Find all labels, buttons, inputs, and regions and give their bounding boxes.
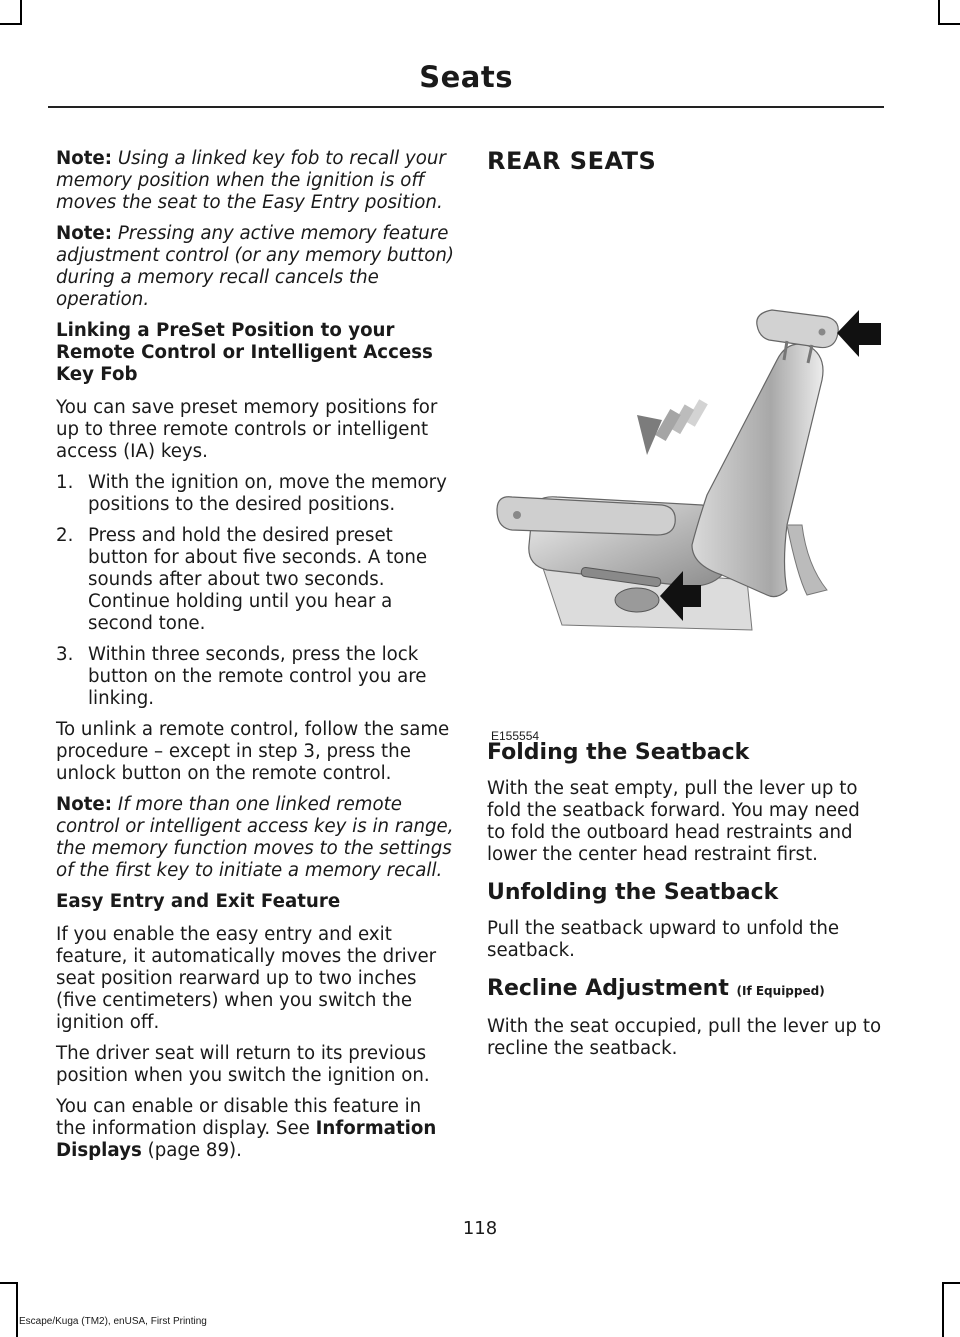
right-text xyxy=(487,740,882,1069)
crop-mark xyxy=(0,23,22,25)
armrest-button xyxy=(513,511,521,519)
note-3: Note: If more than one linked remote control or intelligent access key is in range, the memory function moves to the settings of the first key to initiate a memory recall. xyxy=(56,794,454,881)
heading-easy-entry: Easy Entry and Exit Feature xyxy=(56,891,341,912)
paragraph: If you enable the easy entry and exit feature, it automatically moves the driver seat position rearward up to two inches (five centimeters) when you switch the ignition off. xyxy=(56,924,437,1033)
headrest-button xyxy=(819,329,826,336)
page-title: Seats xyxy=(419,60,513,94)
fold-motion-arrow xyxy=(637,399,708,455)
figure-id: E155554 xyxy=(491,729,540,743)
page-number: 118 xyxy=(462,1218,498,1239)
steps-list xyxy=(56,472,456,710)
heading-unfolding: Unfolding the Seatback xyxy=(487,880,779,905)
footer-text: Escape/Kuga (TM2), enUSA, First Printing xyxy=(19,1316,207,1327)
crop-mark xyxy=(938,0,940,25)
note-1: Note: Using a linked key fob to recall your memory position when the ignition is off moves the seat to the Easy Entry position. xyxy=(56,148,446,213)
crop-mark xyxy=(16,1282,18,1337)
info-displays-link[interactable]: Information Displays xyxy=(56,1118,437,1161)
seat-side-trim xyxy=(787,525,827,595)
paragraph: With the seat occupied, pull the lever up to recline the seatback. xyxy=(487,1016,882,1059)
lever-knob xyxy=(615,588,659,612)
list-item: 1. With the ignition on, move the memory positions to the desired positions. xyxy=(56,472,447,515)
heading-recline: Recline Adjustment (If Equipped) xyxy=(487,976,825,1001)
paragraph: With the seat empty, pull the lever up to fold the seatback forward. You may need to fold the outboard head restraints and lower the center head restraint first. xyxy=(487,778,860,865)
paragraph: You can enable or disable this feature in the information display. See Information Displays (page 89). xyxy=(56,1096,437,1161)
crop-mark xyxy=(20,0,22,25)
crop-mark xyxy=(942,1282,960,1284)
headrest xyxy=(757,310,838,348)
paragraph: You can save preset memory positions for up to three remote controls or intelligent access (IA) keys. xyxy=(56,397,438,462)
list-item: 3. Within three seconds, press the lock button on the remote control you are linking. xyxy=(56,644,427,709)
heading-linking: Linking a PreSet Position to your Remote Control or Intelligent Access Key Fob xyxy=(56,320,433,385)
note-2: Note: Pressing any active memory feature adjustment control (or any memory button) during a memory recall cancels the operation. xyxy=(56,223,455,310)
paragraph: The driver seat will return to its previous position when you switch the ignition on. xyxy=(56,1043,430,1086)
headrest-arrow-icon xyxy=(837,310,881,357)
right-column xyxy=(487,147,882,175)
left-column xyxy=(56,148,456,1171)
list-item: 2. Press and hold the desired preset button for about five seconds. A tone sounds after about two seconds. Continue holding until you hear a second tone. xyxy=(56,525,428,634)
header-rule xyxy=(48,106,884,108)
paragraph: Pull the seatback upward to unfold the seatback. xyxy=(487,918,840,961)
rear-seat-figure xyxy=(487,205,882,745)
section-title: REAR SEATS xyxy=(487,147,657,175)
paragraph: To unlink a remote control, follow the same procedure – except in step 3, press the unlock button on the remote control. xyxy=(56,719,450,784)
crop-mark xyxy=(942,1282,944,1337)
heading-folding: Folding the Seatback xyxy=(487,740,750,765)
crop-mark xyxy=(938,23,960,25)
seat-illustration xyxy=(487,205,882,745)
